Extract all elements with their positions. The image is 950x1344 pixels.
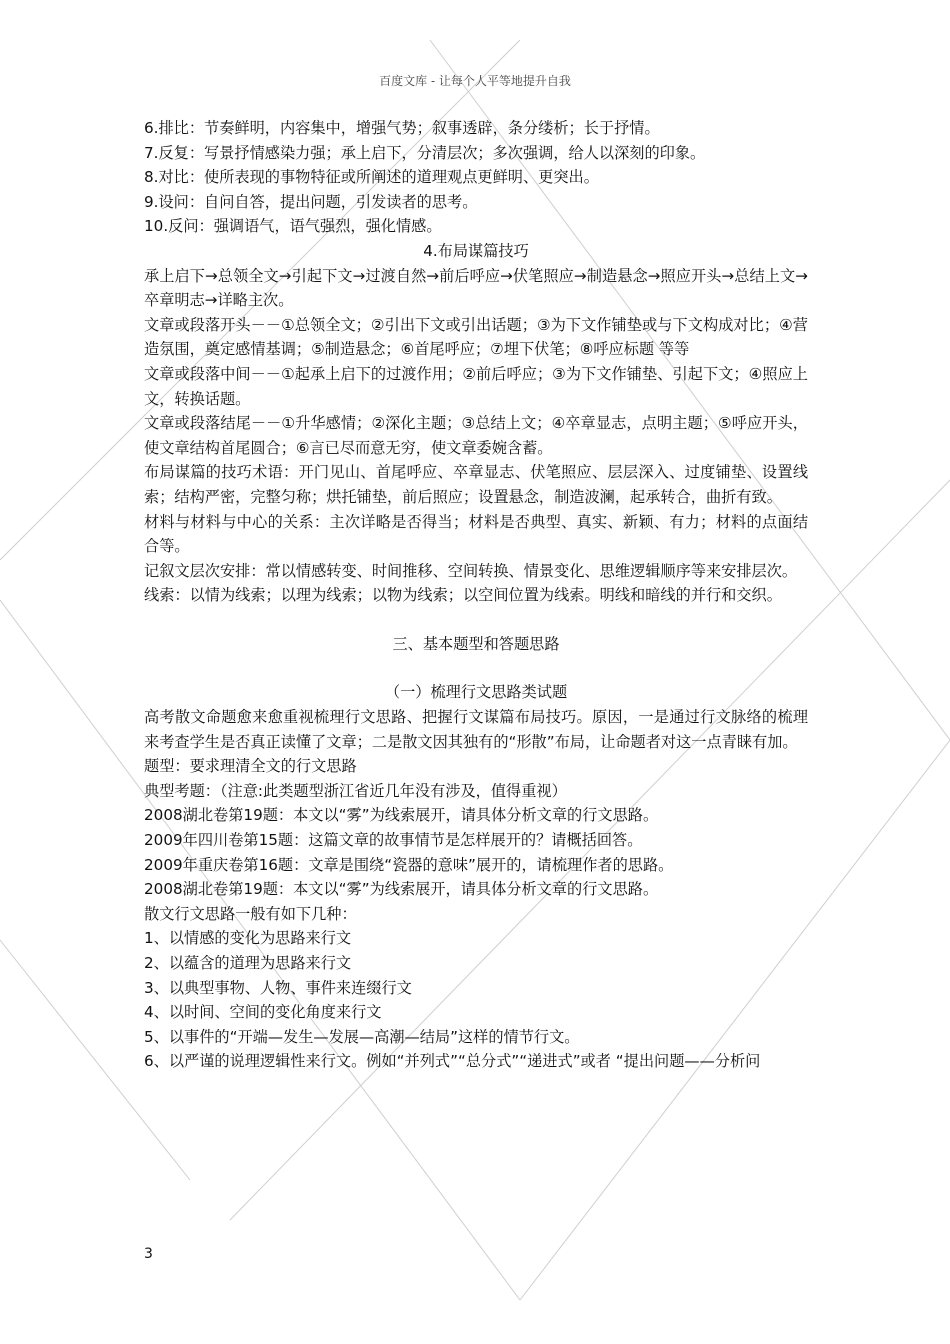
list-item: 6.排比：节奏鲜明，内容集中，增强气势；叙事透辟，条分缕析；长于抒情。 (144, 119, 660, 137)
list-item: 1、以情感的变化为思路来行文 (144, 929, 352, 948)
page-header: 百度文库 - 让每个人平等地提升自我 (379, 74, 571, 88)
paragraph: 散文行文思路一般有如下几种： (144, 904, 357, 923)
section-title: 三、基本题型和答题思路 (392, 634, 560, 653)
list-item: 9.设问：自问自答，提出问题，引发读者的思考。 (144, 192, 478, 211)
paragraph: 承上启下→总领全文→引起下文→过渡自然→前后呼应→伏笔照应→制造悬念→照应开头→总结上文→卒章明志→详略主次。 (144, 266, 808, 310)
list-item: 2、以蕴含的道理为思路来行文 (144, 954, 352, 972)
paragraph: 材料与材料与中心的关系：主次详略是否得当；材料是否典型、真实、新颖、有力；材料的点面结合等。 (144, 512, 808, 556)
list-item: 5、以事件的“开端—发生—发展—高潮—结局”这样的情节行文。 (144, 1027, 580, 1046)
paragraph: 典型考题：（注意:此类题型浙江省近几年没有涉及，值得重视） (144, 781, 567, 800)
list-item: 7.反复：写景抒情感染力强；承上启下，分清层次；多次强调，给人以深刻的印象。 (144, 143, 706, 162)
paragraph: 文章或段落开头－－①总领全文；②引出下文或引出话题；③为下文作铺垫或与下文构成对比；④营造氛围，奠定感情基调；⑤制造悬念；⑥首尾呼应；⑦埋下伏笔；⑧呼应标题 等等 (144, 315, 808, 359)
paragraph: 线索：以情为线索；以理为线索；以物为线索；以空间位置为线索。明线和暗线的并行和交织。 (144, 586, 782, 605)
paragraph: 文章或段落中间－－①起承上启下的过渡作用；②前后呼应；③为下文作铺垫、引起下文；④照应上文，转换话题。 (144, 364, 808, 408)
paragraph: 记叙文层次安排：常以情感转变、时间推移、空间转换、情景变化、思维逻辑顺序等来安排层次。 (144, 561, 798, 580)
paragraph: 布局谋篇的技巧术语：开门见山、首尾呼应、卒章显志、伏笔照应、层层深入、过度铺垫、设置线索；结构严密，完整匀称；烘托铺垫，前后照应；设置悬念，制造波澜，起承转合，曲折有致。 (144, 463, 808, 506)
paragraph: 2008湖北卷第19题：本文以“雾”为线索展开，请具体分析文章的行文思路。 (144, 880, 659, 899)
paragraph: 题型：要求理清全文的行文思路 (144, 757, 357, 776)
paragraph: 文章或段落结尾－－①升华感情；②深化主题；③总结上文；④卒章显志，点明主题；⑤呼应开头，使文章结构首尾圆合；⑥言已尽而意无穷，使文章委婉含蓄。 (144, 414, 808, 457)
heading-layout-skills: 4.布局谋篇技巧 (423, 241, 529, 260)
list-item: 4、以时间、空间的变化角度来行文 (144, 1003, 382, 1022)
page-number: 3 (144, 1246, 153, 1262)
paragraph: 高考散文命题愈来愈重视梳理行文思路、把握行文谋篇布局技巧。原因，一是通过行文脉络的梳理来考查学生是否真正读懂了文章；二是散文因其独有的“形散”布局，让命题者对这一点青睐有加。 (144, 708, 808, 751)
subsection-title: （一）梳理行文思路类试题 (384, 683, 568, 702)
list-item: 3、以典型事物、人物、事件来连缀行文 (144, 978, 412, 997)
list-item: 8.对比：使所表现的事物特征或所阐述的道理观点更鲜明、更突出。 (144, 168, 599, 187)
list-item: 10.反问：强调语气，语气强烈，强化情感。 (144, 217, 442, 236)
paragraph: 2008湖北卷第19题：本文以“雾”为线索展开，请具体分析文章的行文思路。 (144, 806, 659, 825)
document-body (144, 116, 808, 1074)
paragraph: 2009年四川卷第15题：这篇文章的故事情节是怎样展开的？请概括回答。 (144, 831, 643, 850)
paragraph: 2009年重庆卷第16题：文章是围绕“瓷器的意味”展开的，请梳理作者的思路。 (144, 855, 674, 874)
list-item: 6、以严谨的说理逻辑性来行文。例如“并列式”“总分式”“递进式”或者 “提出问题——分析问 (144, 1052, 761, 1071)
